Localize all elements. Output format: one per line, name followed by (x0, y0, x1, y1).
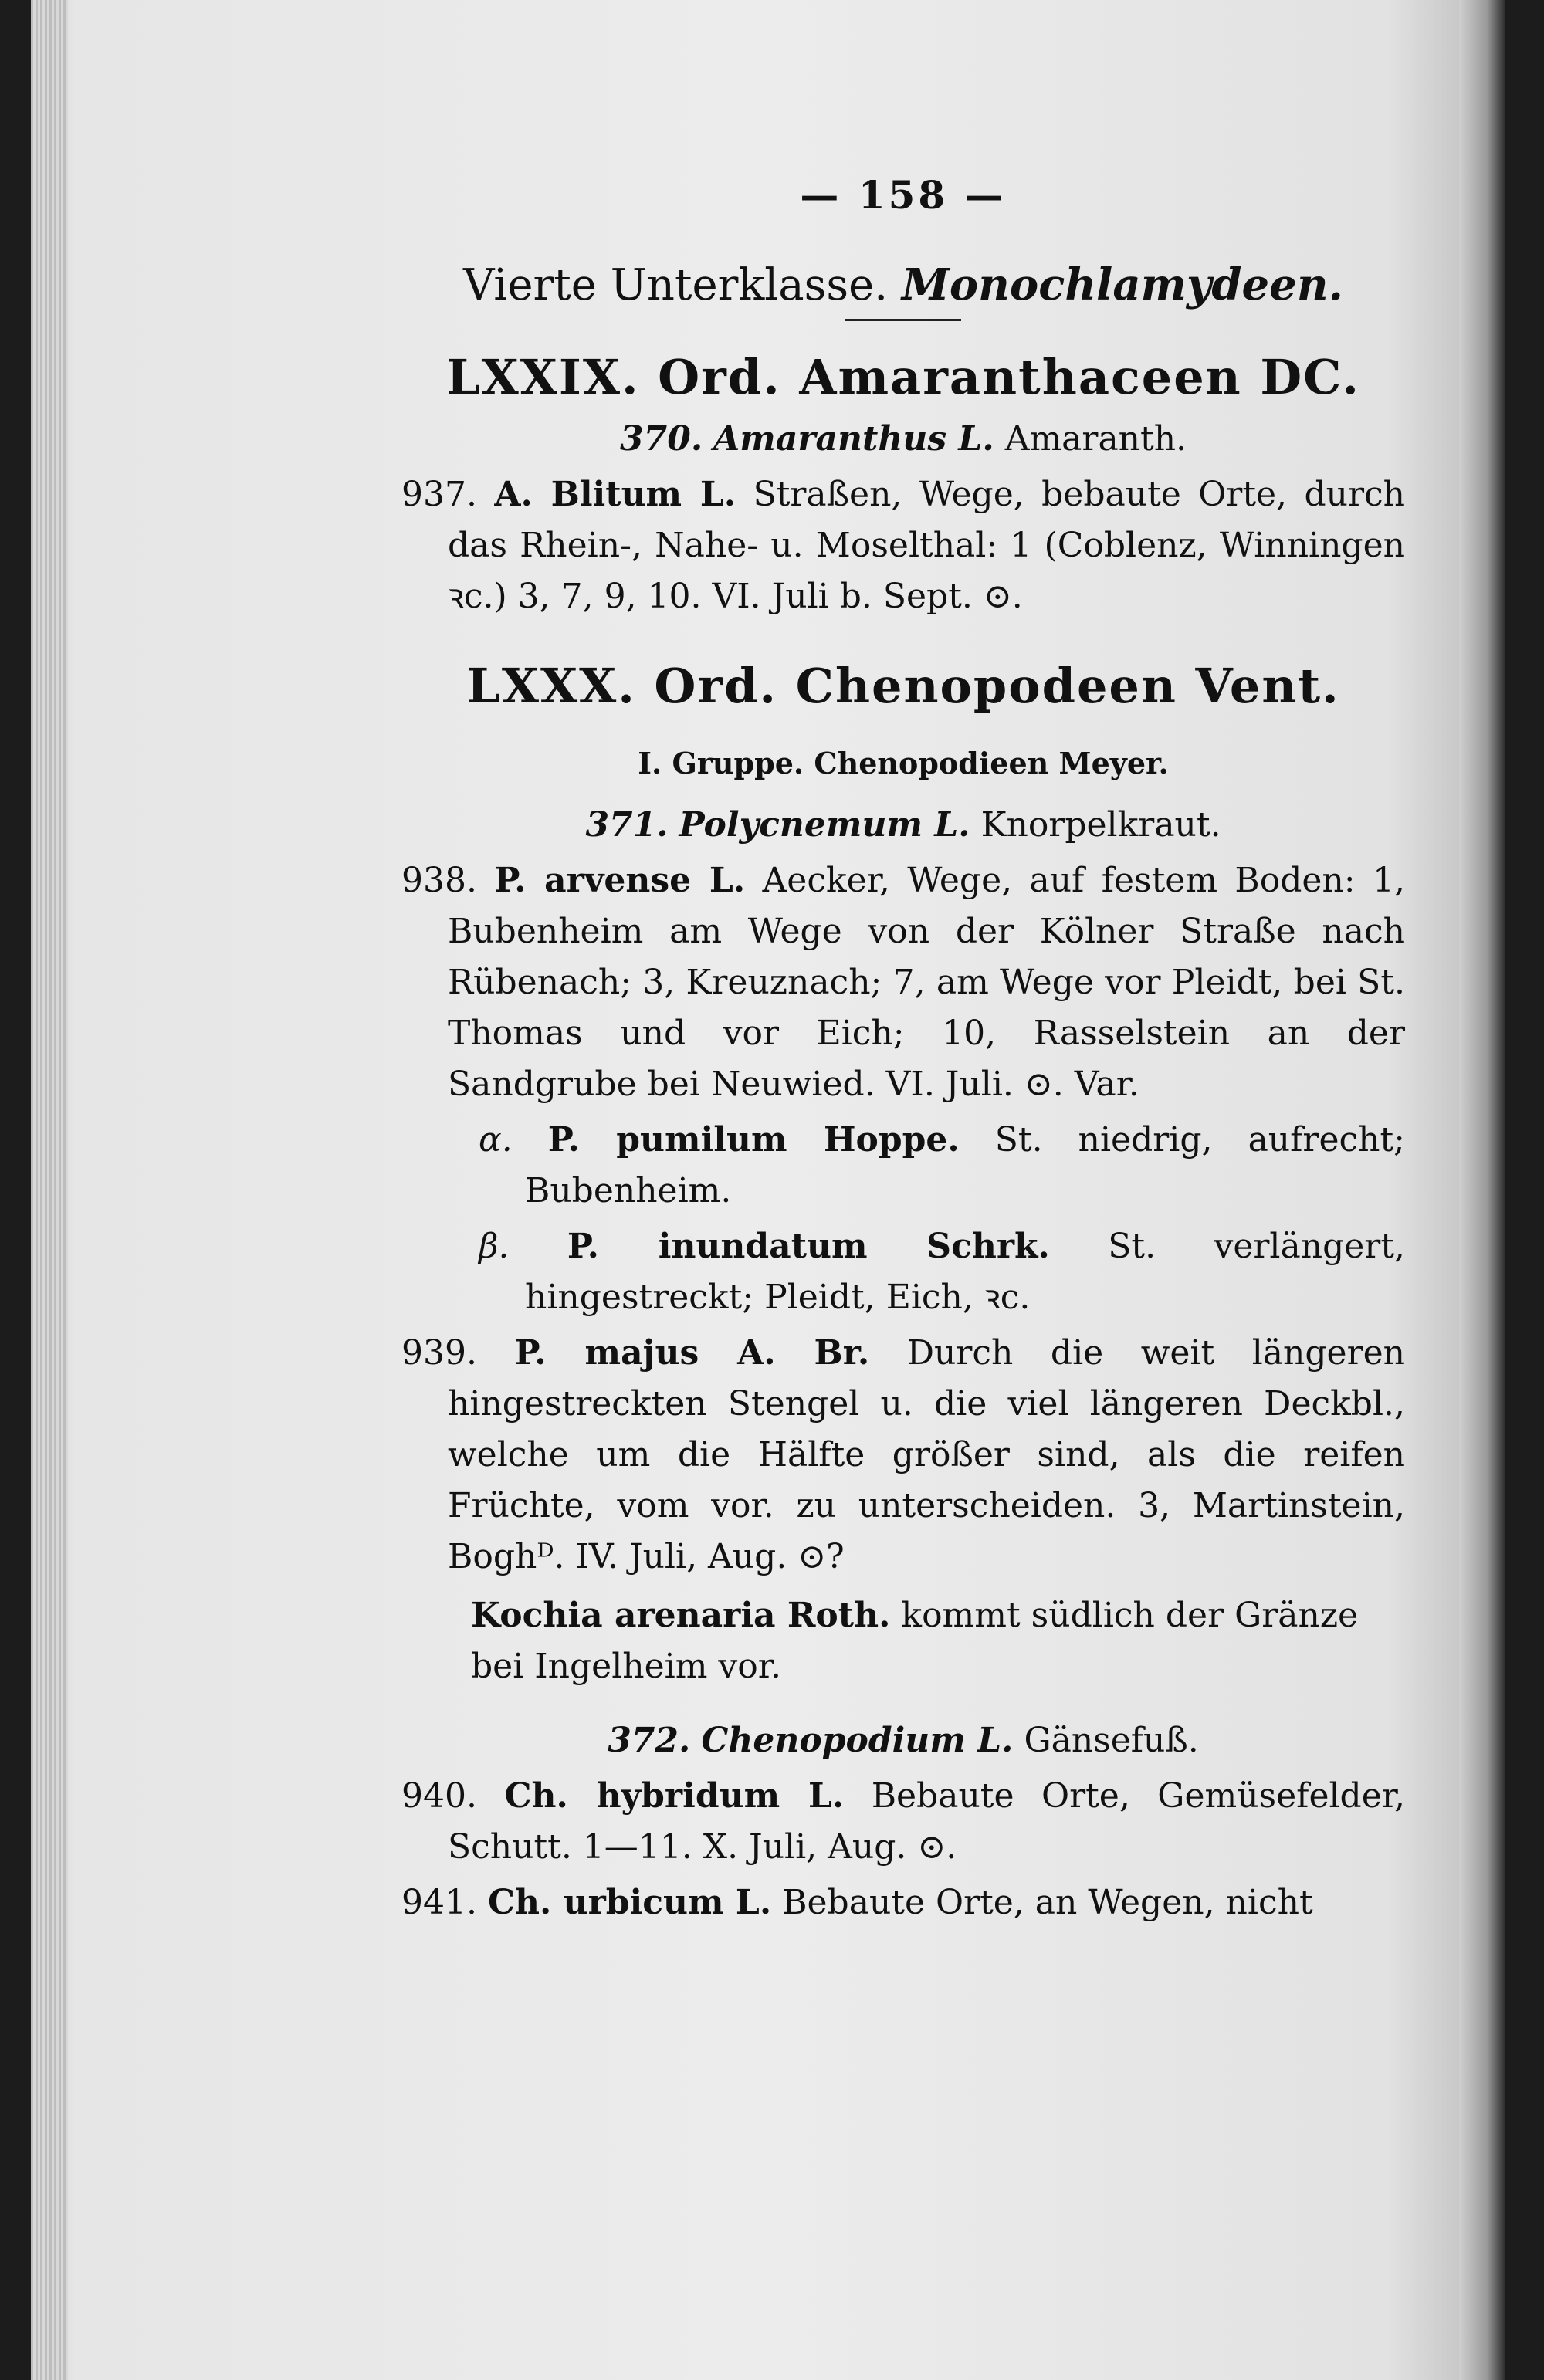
variety-name: P. pumilum Hoppe. (547, 1120, 960, 1160)
variety-text: St. verlängert, hingestreckt; Pleidt, Eich, ꝛc. (525, 1227, 1405, 1317)
species-entry-940 (401, 1771, 1405, 1873)
subclass-latin: Monochlamydeen. (901, 259, 1344, 310)
page-text (401, 170, 1405, 1928)
entry-number: 938. (401, 861, 477, 900)
entry-number: 937. (401, 475, 477, 514)
entry-number: 939. (401, 1333, 477, 1373)
order-heading-lxxx: LXXX. Ord. Chenopodeen Vent. (466, 658, 1340, 714)
variety-symbol: β. (479, 1227, 510, 1266)
entry-number: 940. (401, 1776, 477, 1816)
order-heading-lxxix: LXXIX. Ord. Amaranthaceen DC. (446, 349, 1360, 405)
variety-symbol: α. (479, 1120, 513, 1160)
genus-latin: Chenopodium L. (701, 1721, 1014, 1760)
species-name: Ch. hybridum L. (504, 1776, 845, 1816)
subclass-german: Vierte Unterklasse. (462, 260, 889, 310)
entry-text: Straßen, Wege, bebaute Orte, durch das Rhein-, Nahe- u. Moselthal: 1 (Coblenz, Winningen ꝛc.) 3, 7, 9, 10. VI. Juli b. Sept. ⊙. (448, 475, 1405, 616)
heading-rule (845, 319, 961, 321)
species-entry-937 (401, 469, 1405, 622)
species-name: Ch. urbicum L. (487, 1883, 772, 1922)
page-number: — 158 — (800, 172, 1007, 218)
species-entry-938 (401, 855, 1405, 1110)
genus-number: 372. (608, 1721, 691, 1760)
entry-number: 941. (401, 1883, 477, 1922)
genus-german: Amaranth. (1004, 419, 1187, 459)
variety-text: St. niedrig, aufrecht; Bubenheim. (525, 1120, 1405, 1210)
note-kochia (401, 1590, 1405, 1692)
subclass-heading (401, 259, 1405, 311)
species-entry-939 (401, 1328, 1405, 1583)
group-label: I. Gruppe. (638, 746, 804, 780)
variety-beta (401, 1221, 1405, 1323)
genus-latin: Amaranthus L. (713, 419, 994, 459)
genus-german: Gänsefuß. (1024, 1721, 1199, 1760)
variety-alpha (401, 1115, 1405, 1217)
note-text: kommt südlich der Gränze bei Ingelheim vor. (471, 1596, 1359, 1686)
genus-heading-370 (401, 414, 1405, 465)
entry-text: Durch die weit längeren hingestreckten Stengel u. die viel längeren Deckbl., welche um die Hälfte größer sind, als die reifen Früchte, vom vor. zu unterscheiden. 3, Martinstein, Boghᴰ. IV. Juli, Aug. ⊙? (448, 1333, 1405, 1576)
entry-text: Bebaute Orte, Gemüsefelder, Schutt. 1—11. X. Juli, Aug. ⊙. (448, 1776, 1405, 1867)
genus-heading-372 (401, 1715, 1405, 1766)
page-edge-right (1459, 0, 1505, 2380)
species-name: A. Blitum L. (494, 475, 736, 514)
group-heading (401, 738, 1405, 789)
entry-text: Aecker, Wege, auf festem Boden: 1, Bubenheim am Wege von der Kölner Straße nach Rübenach; 3, Kreuznach; 7, am Wege vor Pleidt, bei St. Thomas und vor Eich; 10, Rasselstein an der Sandgrube bei Neuwied. VI. Juli. ⊙. Var. (448, 861, 1405, 1104)
genus-german: Knorpelkraut. (980, 805, 1221, 845)
species-entry-941 (401, 1877, 1405, 1928)
book-page (31, 0, 1505, 2380)
species-name: P. arvense L. (494, 861, 746, 900)
genus-number: 371. (585, 805, 669, 845)
species-name: P. majus A. Br. (514, 1333, 870, 1373)
variety-name: P. inundatum Schrk. (567, 1227, 1050, 1266)
genus-number: 370. (619, 419, 703, 459)
entry-text: Bebaute Orte, an Wegen, nicht (782, 1883, 1313, 1922)
page-edge-left (31, 0, 68, 2380)
note-name: Kochia arenaria Roth. (471, 1596, 891, 1635)
group-latin: Chenopodieen Meyer. (814, 746, 1169, 780)
genus-heading-371 (401, 800, 1405, 851)
genus-latin: Polycnemum L. (679, 805, 970, 845)
